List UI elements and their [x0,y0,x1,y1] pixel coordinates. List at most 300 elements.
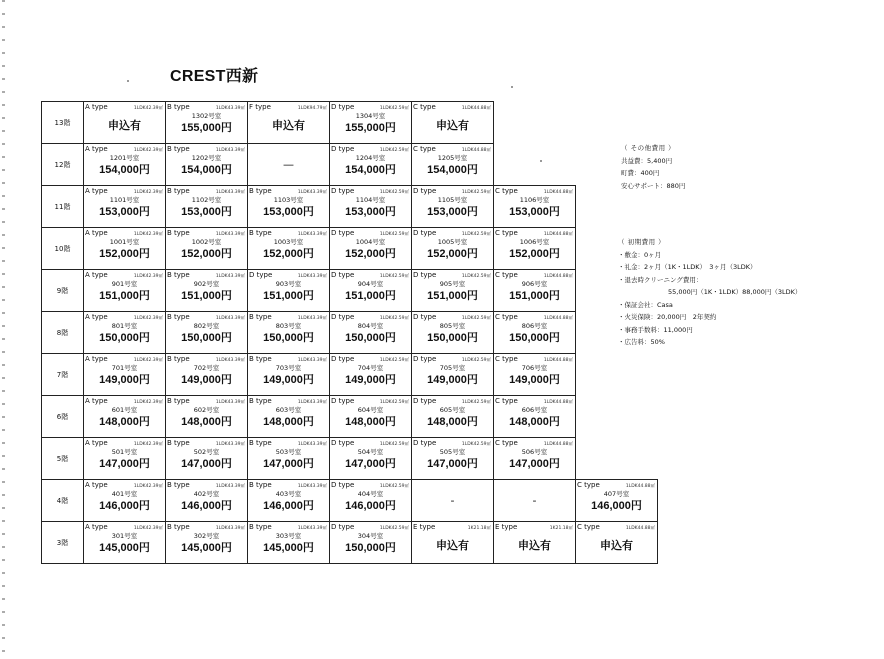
unit-header [248,354,329,363]
unit-area: 1LDK44.88㎡ [543,442,573,447]
unit-type: B type [167,481,190,489]
rent-price: 150,000円 [427,332,478,344]
unit-area: 1LDK42.59㎡ [379,358,409,363]
room-number: 302号室 [193,532,220,540]
unit-area: 1LDK43.39㎡ [215,484,245,489]
unit-cell [84,522,166,564]
initial-cost-line: 55,000円（1K・1LDK）88,000円（3LDK） [668,288,802,296]
rent-price: 155,000円 [345,122,396,134]
room-number: 1003号室 [273,238,304,246]
unit-cell [412,312,494,354]
rent-price: 151,000円 [427,290,478,302]
unit-cell [330,480,412,522]
unit-cell [330,312,412,354]
unit-area: 1LDK43.39㎡ [297,316,327,321]
unit-type: D type [331,271,355,279]
unit-cell [494,186,576,228]
unit-type: B type [249,523,272,531]
floor-label: 9階 [42,270,84,312]
unit-header [412,354,493,363]
unit-cell [248,522,330,564]
unit-type: D type [413,313,437,321]
rent-price: 152,000円 [427,248,478,260]
unit-header [412,312,493,321]
unit-area: 1LDK42.59㎡ [461,316,491,321]
floor-row [42,186,658,228]
room-number: 402号室 [193,490,220,498]
room-number: 603号室 [275,406,302,414]
room-availability-table [41,101,658,564]
unit-type: B type [167,229,190,237]
unit-header [412,102,493,111]
unit-type: C type [577,481,600,489]
unit-header [84,522,165,531]
room-number: 902号室 [193,280,220,288]
rent-price: 152,000円 [509,248,560,260]
blank-cell [576,354,658,396]
rent-price: 147,000円 [181,458,232,470]
unit-cell [166,480,248,522]
unit-type: B type [249,229,272,237]
unit-header [494,438,575,447]
unit-area: 1LDK43.39㎡ [297,358,327,363]
room-number: 605号室 [439,406,466,414]
room-number: 301号室 [111,532,138,540]
room-number: 604号室 [357,406,384,414]
unit-header [412,270,493,279]
unit-type: A type [85,271,108,279]
unit-type: A type [85,439,108,447]
room-number: 702号室 [193,364,220,372]
unit-area: 1LDK42.59㎡ [461,400,491,405]
unit-type: C type [495,271,518,279]
unit-header [166,480,247,489]
floor-label: 7階 [42,354,84,396]
unit-type: D type [331,439,355,447]
floor-label: 13階 [42,102,84,144]
floor-row [42,480,658,522]
unit-cell [494,438,576,480]
unit-cell [166,354,248,396]
unit-area: 1LDK44.88㎡ [543,316,573,321]
unit-area: 1LDK42.39㎡ [133,526,163,531]
unit-cell [248,396,330,438]
rent-price: 145,000円 [181,542,232,554]
application-status: 申込有 [436,119,469,132]
unit-header [494,228,575,237]
unit-type: E type [413,523,436,531]
unit-cell [166,312,248,354]
unit-cell [248,186,330,228]
unit-cell [166,396,248,438]
unit-cell [412,228,494,270]
room-number: 502号室 [193,448,220,456]
unit-header [330,312,411,321]
unit-type: B type [249,313,272,321]
unit-cell [248,270,330,312]
rent-price: 150,000円 [345,332,396,344]
unit-cell [330,522,412,564]
unit-header [166,354,247,363]
unit-type: D type [413,439,437,447]
unit-header [248,186,329,195]
room-number: 1205号室 [437,154,468,162]
unit-header [330,228,411,237]
room-number: 503号室 [275,448,302,456]
unit-header [412,396,493,405]
unit-cell [84,354,166,396]
rent-price: 151,000円 [345,290,396,302]
rent-price: 149,000円 [509,374,560,386]
unit-type: D type [331,397,355,405]
room-number: 1106号室 [519,196,550,204]
unit-cell [166,186,248,228]
unit-cell [330,438,412,480]
unit-type: B type [167,103,190,111]
unit-area: 1LDK42.59㎡ [379,526,409,531]
unit-header [248,228,329,237]
unit-area: 1LDK94.79㎡ [297,106,327,111]
room-number: 602号室 [193,406,220,414]
room-number: 1304号室 [355,112,386,120]
unit-area: 1LDK42.59㎡ [461,358,491,363]
rent-price: 153,000円 [263,206,314,218]
unit-cell [84,228,166,270]
unit-type: B type [249,355,272,363]
unit-area: 1LDK42.59㎡ [379,232,409,237]
floor-label: 10階 [42,228,84,270]
unit-header [330,438,411,447]
unit-header [166,102,247,111]
room-number: 805号室 [439,322,466,330]
floor-row [42,396,658,438]
unit-header [84,186,165,195]
unit-type: A type [85,187,108,195]
room-number: 1103号室 [273,196,304,204]
unit-header [84,270,165,279]
application-status: 申込有 [108,119,141,132]
rent-price: 149,000円 [263,374,314,386]
unit-type: B type [167,439,190,447]
unit-type: B type [167,523,190,531]
unit-header [166,144,247,153]
floor-label: 8階 [42,312,84,354]
unit-cell [248,480,330,522]
unit-cell [248,438,330,480]
floor-label: 12階 [42,144,84,186]
unit-type: D type [331,103,355,111]
rent-price: 145,000円 [99,542,150,554]
floor-row [42,102,658,144]
rent-price: 148,000円 [509,416,560,428]
unit-cell [166,228,248,270]
unit-area: 1LDK43.39㎡ [297,190,327,195]
unit-area: 1LDK43.39㎡ [215,442,245,447]
room-number: 505号室 [439,448,466,456]
unit-type: D type [331,187,355,195]
rent-price: 146,000円 [591,500,642,512]
room-number: 401号室 [111,490,138,498]
floor-row [42,228,658,270]
unit-header [330,522,411,531]
unit-area: 1LDK42.59㎡ [379,106,409,111]
rent-price: 146,000円 [263,500,314,512]
unit-type: B type [167,313,190,321]
unit-type: A type [85,313,108,321]
room-number: 303号室 [275,532,302,540]
unit-type: D type [331,229,355,237]
unit-header [412,438,493,447]
rent-price: 146,000円 [99,500,150,512]
application-status: 申込有 [518,539,551,552]
unit-type: F type [249,103,271,111]
rent-price: 152,000円 [263,248,314,260]
floor-label: 11階 [42,186,84,228]
room-number: 1102号室 [191,196,222,204]
unit-type: B type [167,397,190,405]
unit-cell [248,312,330,354]
room-number: 705号室 [439,364,466,372]
blank-cell [576,396,658,438]
rent-price: 154,000円 [181,164,232,176]
room-number: 901号室 [111,280,138,288]
room-number: 1105号室 [437,196,468,204]
unit-header [494,312,575,321]
rent-price: 151,000円 [181,290,232,302]
room-number: 1006号室 [519,238,550,246]
unit-header [412,144,493,153]
unit-type: D type [331,481,355,489]
unit-cell [166,438,248,480]
unit-cell [248,144,330,186]
rent-price: 149,000円 [427,374,478,386]
rent-price: 149,000円 [345,374,396,386]
floor-row [42,270,658,312]
rent-price: 151,000円 [99,290,150,302]
unit-type: A type [85,103,108,111]
unit-cell [330,270,412,312]
unit-cell [84,102,166,144]
rent-price: 155,000円 [181,122,232,134]
unit-header [494,186,575,195]
unit-cell [330,396,412,438]
unit-cell [412,396,494,438]
unavailable-mark: — [283,158,294,171]
unit-type: E type [495,523,518,531]
floor-label: 6階 [42,396,84,438]
room-number: 701号室 [111,364,138,372]
rent-price: 150,000円 [345,542,396,554]
floor-label: 4階 [42,480,84,522]
blank-cell [494,144,576,186]
unit-type: D type [249,271,273,279]
unit-type: B type [249,397,272,405]
unit-cell [84,144,166,186]
unit-cell [330,144,412,186]
unit-cell [412,144,494,186]
rent-price: 153,000円 [509,206,560,218]
rent-price: 150,000円 [99,332,150,344]
unit-header [248,270,329,279]
room-number: 1101号室 [109,196,140,204]
room-number: 803号室 [275,322,302,330]
blank-cell [494,102,576,144]
unit-header [412,522,493,531]
unit-type: C type [495,397,518,405]
room-number: 706号室 [521,364,548,372]
unit-area: 1LDK42.39㎡ [133,274,163,279]
rent-price: 149,000円 [181,374,232,386]
floor-label: 5階 [42,438,84,480]
unit-type: D type [331,355,355,363]
room-number: 1201号室 [109,154,140,162]
rent-price: 154,000円 [427,164,478,176]
unit-cell [576,522,658,564]
application-status: 申込有 [600,539,633,552]
unit-area: 1LDK44.88㎡ [543,232,573,237]
floor-row [42,438,658,480]
unit-header [576,480,657,489]
room-number: 601号室 [111,406,138,414]
unit-area: 1LDK44.88㎡ [625,484,655,489]
unit-area: 1LDK43.39㎡ [215,106,245,111]
unit-header [84,144,165,153]
unit-cell [330,354,412,396]
unit-cell [166,522,248,564]
unit-type: B type [167,271,190,279]
room-number: 304号室 [357,532,384,540]
unit-header [84,312,165,321]
unit-cell [84,270,166,312]
room-number: 804号室 [357,322,384,330]
rent-price: 150,000円 [509,332,560,344]
unavailable-mark: - [450,494,455,507]
rent-price: 148,000円 [181,416,232,428]
rent-price: 146,000円 [181,500,232,512]
unit-area: 1LDK42.39㎡ [133,106,163,111]
unit-type: C type [413,145,436,153]
unit-cell [494,396,576,438]
initial-costs-heading: （ 初期費用 ） [618,238,666,246]
unit-area: 1LDK43.39㎡ [215,358,245,363]
unit-header [494,270,575,279]
unit-cell [84,396,166,438]
unit-header [84,480,165,489]
rent-price: 147,000円 [263,458,314,470]
unit-area: 1LDK43.39㎡ [215,400,245,405]
unit-area: 1LDK42.39㎡ [133,400,163,405]
room-number: 1104号室 [355,196,386,204]
unit-area: 1LDK42.59㎡ [379,316,409,321]
unit-area: 1LDK43.39㎡ [215,232,245,237]
other-costs-heading: （ その他費用 ） [621,144,676,152]
room-number: 1004号室 [355,238,386,246]
unit-header [84,396,165,405]
initial-cost-line: ・事務手数料：11,000円 [618,325,693,334]
unit-area: 1LDK44.88㎡ [461,148,491,153]
room-number: 501号室 [111,448,138,456]
rent-price: 150,000円 [181,332,232,344]
unit-area: 1LDK42.59㎡ [379,442,409,447]
rent-price: 149,000円 [99,374,150,386]
unit-area: 1LDK43.39㎡ [297,442,327,447]
unit-area: 1LDK42.39㎡ [133,484,163,489]
room-number: 802号室 [193,322,220,330]
unit-cell [330,102,412,144]
initial-cost-line: ・保証会社：Casa [618,300,673,309]
unit-header [248,522,329,531]
floor-row [42,522,658,564]
unit-cell [166,102,248,144]
unit-type: B type [249,439,272,447]
unit-type: B type [249,187,272,195]
rent-price: 148,000円 [263,416,314,428]
unit-cell [412,270,494,312]
unit-type: D type [331,145,355,153]
unit-cell [166,144,248,186]
unit-type: C type [413,103,436,111]
unit-header [84,354,165,363]
unit-area: 1LDK42.59㎡ [379,400,409,405]
unit-area: 1LDK43.39㎡ [297,274,327,279]
unit-header [330,144,411,153]
unit-header [166,228,247,237]
rent-price: 154,000円 [99,164,150,176]
room-number: 407号室 [603,490,630,498]
rent-price: 152,000円 [345,248,396,260]
initial-cost-line: ・火災保険：20,000円 2年契約 [618,313,717,321]
blank-cell [576,102,658,144]
unit-type: C type [495,313,518,321]
unit-type: C type [495,187,518,195]
unit-area: 1LDK42.39㎡ [133,442,163,447]
unit-header [494,354,575,363]
room-number: 806号室 [521,322,548,330]
unit-type: B type [167,145,190,153]
unit-cell [330,186,412,228]
unit-type: C type [495,355,518,363]
other-cost-line: 町費：400円 [621,169,660,177]
unit-type: D type [413,397,437,405]
rent-price: 151,000円 [263,290,314,302]
unit-header [330,102,411,111]
unit-type: C type [495,439,518,447]
room-number: 403号室 [275,490,302,498]
unit-cell [412,522,494,564]
room-number: 1302号室 [191,112,222,120]
room-number: 1005号室 [437,238,468,246]
rent-price: 152,000円 [181,248,232,260]
unit-cell [494,354,576,396]
unit-cell [412,354,494,396]
rent-price: 153,000円 [181,206,232,218]
unit-header [330,270,411,279]
other-cost-line: 安心サポート：880円 [621,181,686,190]
unit-area: 1LDK43.39㎡ [215,148,245,153]
floor-label: 3階 [42,522,84,564]
rent-price: 153,000円 [427,206,478,218]
unit-cell [494,228,576,270]
unit-type: A type [85,523,108,531]
room-number: 404号室 [357,490,384,498]
unit-area: 1K21.18㎡ [467,526,491,531]
unit-header [494,522,575,531]
unit-header [330,480,411,489]
unit-type: D type [331,523,355,531]
initial-cost-line: ・敷金：0ヶ月 [618,250,662,259]
rent-price: 150,000円 [263,332,314,344]
unit-area: 1LDK42.39㎡ [133,232,163,237]
